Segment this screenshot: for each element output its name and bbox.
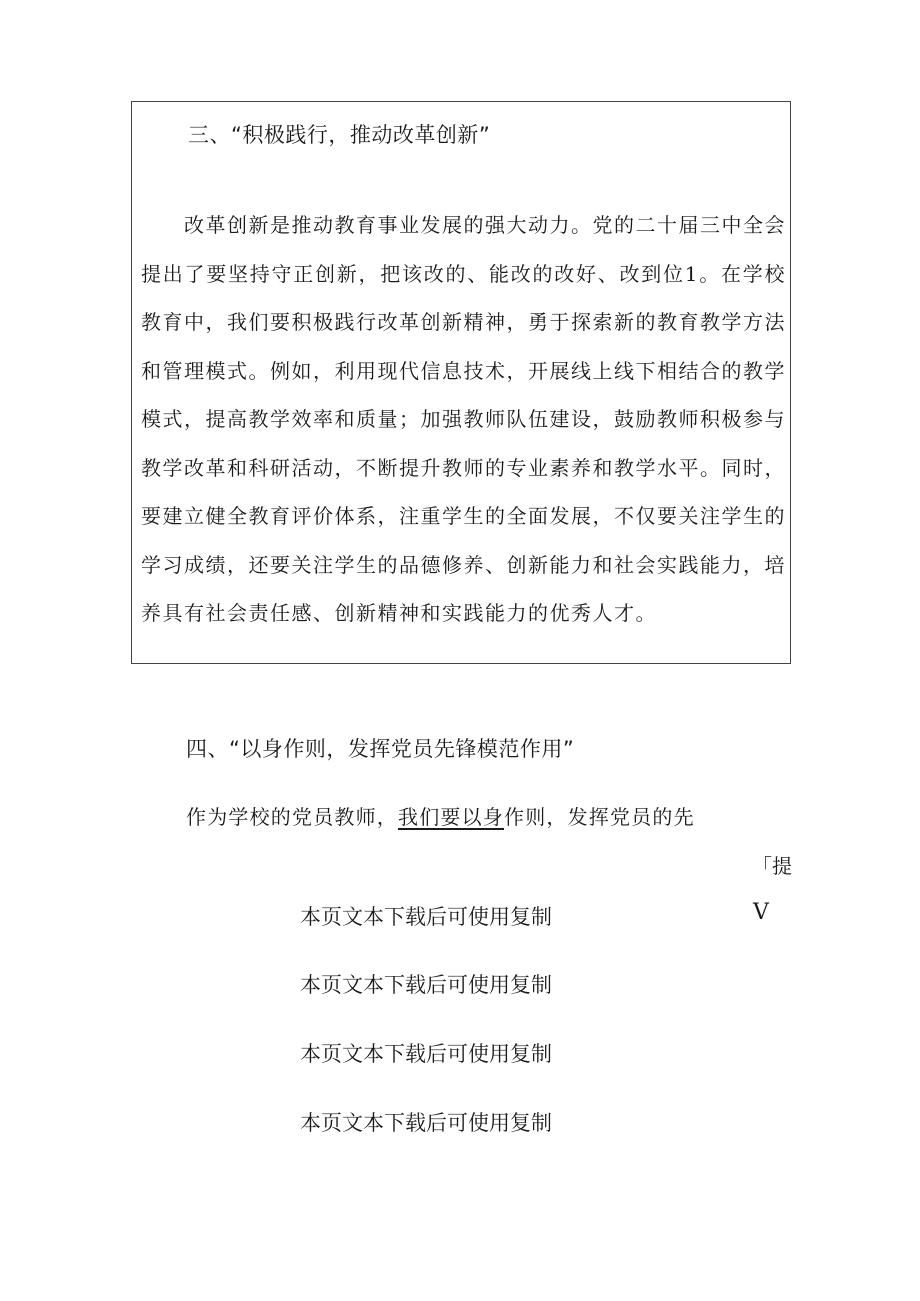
section-3-heading: 三、“积极践行，推动改革创新” xyxy=(188,123,491,147)
hint-chevron-down-icon[interactable]: V xyxy=(753,900,769,925)
intro-text-start: 作为学校的党员教师， xyxy=(186,805,398,829)
hint-label[interactable]: 「提 xyxy=(752,854,792,878)
copy-note-2: 本页文本下载后可使用复制 xyxy=(300,973,552,997)
intro-underlined-text: 我们要以身 xyxy=(398,805,504,829)
section-4-intro xyxy=(186,801,695,830)
intro-text-end: 作则，发挥党员的先 xyxy=(504,805,695,829)
section-3-box xyxy=(131,101,791,664)
section-4-heading: 四、“以身作则，发挥党员先锋模范作用” xyxy=(186,737,575,761)
copy-note-1: 本页文本下载后可使用复制 xyxy=(300,905,552,929)
section-3-paragraph: 改革创新是推动教育事业发展的强大动力。党的二十届三中全会提出了要坚持守正创新，把该改的、能改的改好、改到位1。在学校教育中，我们要积极践行改革创新精神，勇于探索新的教育教学方法和管理模式。例如，利用现代信息技术，开展线上线下相结合的教学模式，提高教学效率和质量；加强教师队伍建设，鼓励教师积极参与教学改革和科研活动，不断提升教师的专业素养和教学水平。同时，要建立健全教育评价体系，注重学生的全面发展，不仅要关注学生的学习成绩，还要关注学生的品德修养、创新能力和社会实践能力，培养具有社会责任感、创新精神和实践能力的优秀人才。 xyxy=(141,213,786,625)
copy-note-4: 本页文本下载后可使用复制 xyxy=(300,1111,552,1135)
copy-note-3: 本页文本下载后可使用复制 xyxy=(300,1042,552,1066)
